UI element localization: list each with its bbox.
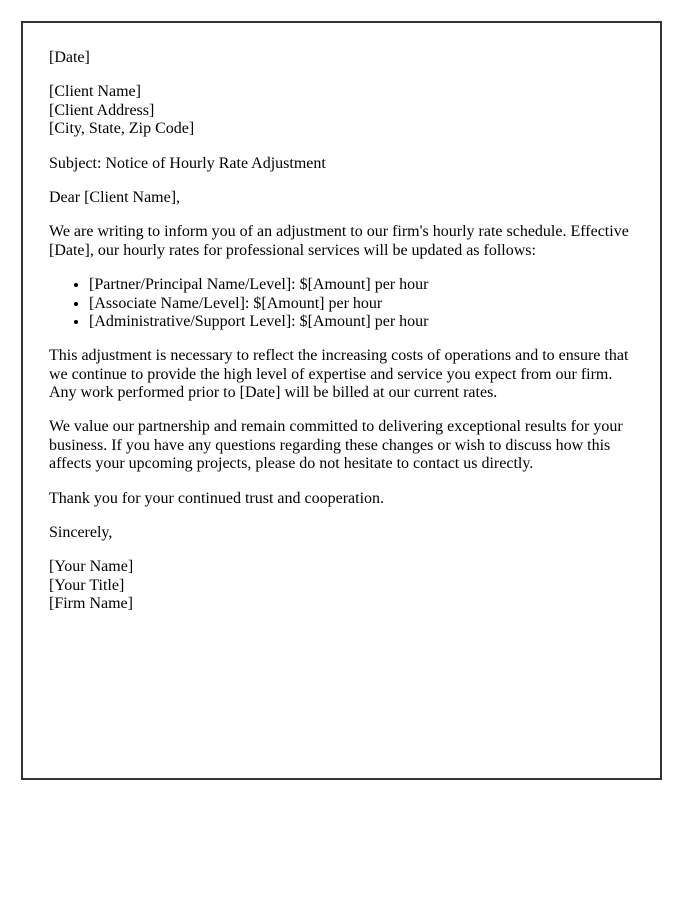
closing: Sincerely, (49, 524, 113, 542)
recipient-block (49, 83, 634, 138)
signature-firm: [Firm Name] (49, 595, 133, 613)
letter-page (21, 21, 662, 780)
signature-title: [Your Title] (49, 576, 125, 594)
thanks-paragraph: Thank you for your continued trust and cooperation. (49, 489, 385, 507)
date-line: [Date] (49, 49, 90, 66)
rate-item-partner: • [Partner/Principal Name/Level]: $[Amount] per hour (89, 276, 634, 294)
recipient-name: [Client Name] (49, 83, 141, 101)
adjustment-paragraph: This adjustment is necessary to reflect the increasing costs of operations and to ensure that we continue to provide the high level of expertise and service you expect from our firm. Any work performed prior to [Date] will be billed at our current rates. (49, 347, 629, 402)
signature-block (49, 558, 634, 613)
recipient-address: [Client Address] (49, 101, 155, 119)
rate-item-administrative: • [Administrative/Support Level]: $[Amount] per hour (89, 313, 634, 331)
rate-item-associate: • [Associate Name/Level]: $[Amount] per hour (89, 295, 634, 313)
rate-list (49, 276, 634, 331)
partnership-paragraph: We value our partnership and remain committed to delivering exceptional results for your business. If you have any questions regarding these changes or wish to discuss how this affects your upcoming projects, please do not hesitate to contact us directly. (49, 418, 623, 473)
subject-line: Subject: Notice of Hourly Rate Adjustment (49, 154, 326, 172)
salutation: Dear [Client Name], (49, 188, 181, 206)
intro-paragraph: We are writing to inform you of an adjustment to our firm's hourly rate schedule. Effective [Date], our hourly rates for professional services will be updated as follows: (49, 223, 629, 259)
signature-name: [Your Name] (49, 558, 134, 576)
recipient-city-state-zip: [City, State, Zip Code] (49, 120, 195, 138)
